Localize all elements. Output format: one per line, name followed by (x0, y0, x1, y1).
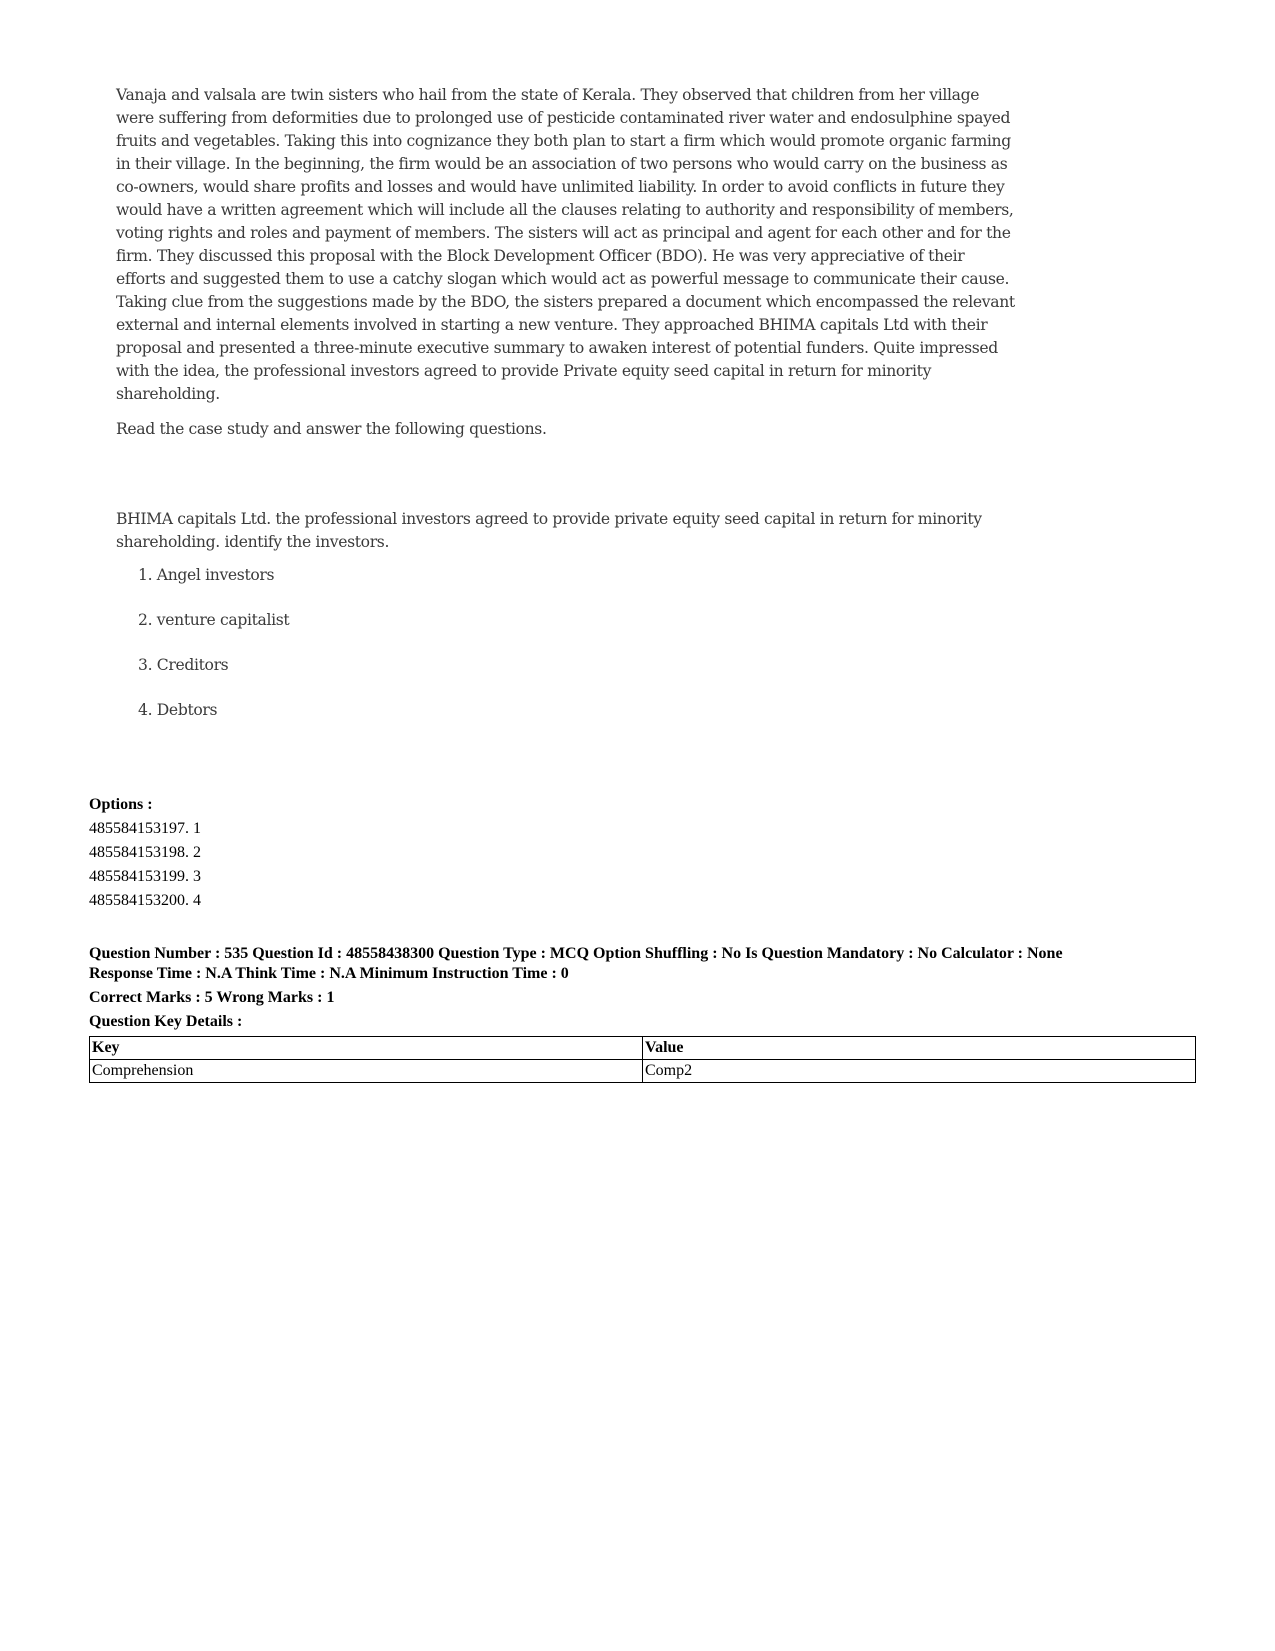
option-item: 485584153199. 3 (89, 868, 201, 885)
scanned-question-image (116, 84, 1016, 744)
case-study-instruction: Read the case study and answer the following questions. (116, 420, 547, 438)
option-item: 485584153200. 4 (89, 892, 201, 909)
value-column-header: Value (643, 1037, 1196, 1060)
key-cell: Comprehension (90, 1060, 643, 1083)
table-row (90, 1060, 1196, 1083)
marks-line: Correct Marks : 5 Wrong Marks : 1 (89, 989, 335, 1006)
case-study-passage: Vanaja and valsala are twin sisters who hail from the state of Kerala. They observed that children from her village were suffering from deformities due to prolonged use of pesticide contaminated river water and endosulphine spayed fruits and vegetables. Taking this into cognizance they both plan to start a firm which would promote organic farming in their village. In the beginning, the firm would be an association of two persons who would carry on the business as co-owners, would share profits and losses and would have unlimited liability. In order to avoid conflicts in future they would have a written agreement which will include all the clauses relating to authority and responsibility of members, voting rights and roles and payment of members. The sisters will act as principal and agent for each other and for the firm. They discussed this proposal with the Block Development Officer (BDO). He was very appreciative of their efforts and suggested them to use a catchy slogan which would act as powerful message to communicate their cause. Taking clue from the suggestions made by the BDO, the sisters prepared a document which encompassed the relevant external and internal elements involved in starting a new venture. They approached BHIMA capitals Ltd with their proposal and presented a three-minute executive summary to awaken interest of potential funders. Quite impressed with the idea, the professional investors agreed to provide Private equity seed capital in return for minority shareholding. (116, 86, 1015, 403)
choice-item: 4. Debtors (138, 701, 218, 719)
choice-item: 3. Creditors (138, 656, 229, 674)
choice-list (138, 564, 1016, 744)
key-column-header: Key (90, 1037, 643, 1060)
options-heading: Options : (89, 796, 153, 813)
key-details-heading: Question Key Details : (89, 1013, 243, 1030)
options-list (89, 817, 201, 913)
question-meta-line: Question Number : 535 Question Id : 48558438300 Question Type : MCQ Option Shuffling : No Is Question Mandatory : No Calculator : None (89, 945, 1063, 962)
question-key-table (89, 1036, 1196, 1083)
value-cell: Comp2 (643, 1060, 1196, 1083)
table-header-row (90, 1037, 1196, 1060)
choice-item: 2. venture capitalist (138, 611, 290, 629)
choice-item: 1. Angel investors (138, 566, 275, 584)
option-item: 485584153197. 1 (89, 820, 201, 837)
question-metadata (89, 944, 1209, 1032)
question-text: BHIMA capitals Ltd. the professional investors agreed to provide private equity seed capital in return for minority shareholding. identify the investors. (116, 510, 982, 551)
response-time-line: Response Time : N.A Think Time : N.A Minimum Instruction Time : 0 (89, 965, 569, 982)
option-item: 485584153198. 2 (89, 844, 201, 861)
